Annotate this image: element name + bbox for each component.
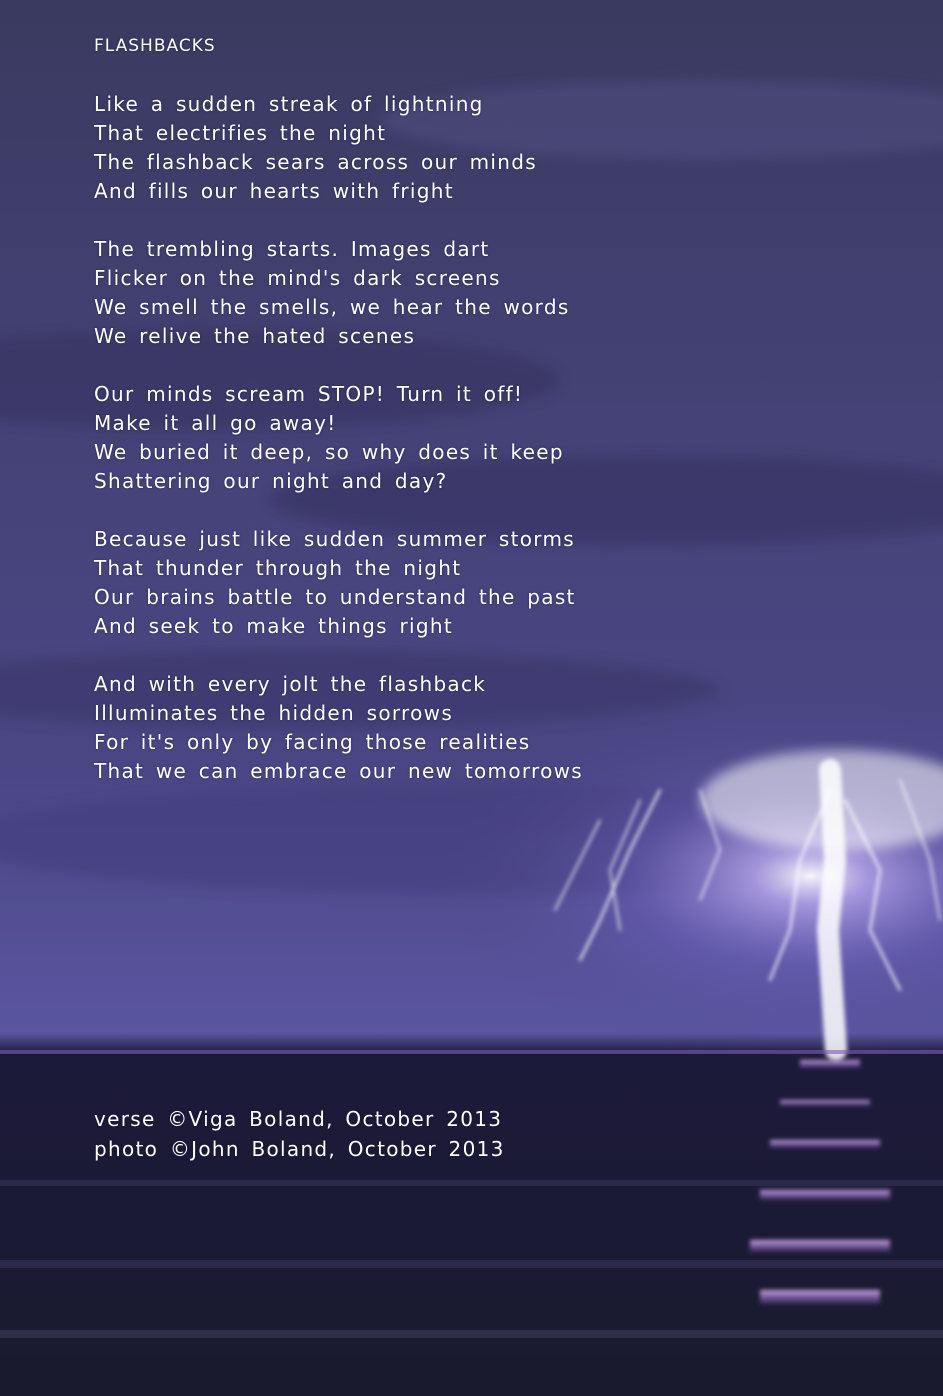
stanza-1 [94, 90, 914, 206]
poem-line: The trembling starts. Images dart [94, 237, 490, 261]
poem-line: Shattering our night and day? [94, 469, 448, 493]
poem-line: And with every jolt the flashback [94, 672, 487, 696]
poem-title: FLASHBACKS [94, 36, 216, 56]
poem-line: That we can embrace our new tomorrows [94, 759, 584, 783]
poem-line: We smell the smells, we hear the words [94, 295, 570, 319]
poem-line: Make it all go away! [94, 411, 337, 435]
stanza-5 [94, 670, 914, 786]
poem-line: That electrifies the night [94, 121, 387, 145]
stanza-4 [94, 525, 914, 641]
poem-line: That thunder through the night [94, 556, 462, 580]
poem-line: Our minds scream STOP! Turn it off! [94, 382, 524, 406]
poem-line: For it's only by facing those realities [94, 730, 531, 754]
stanza-2 [94, 235, 914, 351]
photo-credit: photo ©John Boland, October 2013 [94, 1137, 505, 1161]
poem-line: We relive the hated scenes [94, 324, 416, 348]
poem-line: We buried it deep, so why does it keep [94, 440, 564, 464]
poem-line: Illuminates the hidden sorrows [94, 701, 454, 725]
poem-line: Flicker on the mind's dark screens [94, 266, 501, 290]
stanza-3 [94, 380, 914, 496]
verse-credit: verse ©Viga Boland, October 2013 [94, 1107, 503, 1131]
credits [94, 1104, 914, 1164]
poem [94, 32, 914, 815]
poem-line: Because just like sudden summer storms [94, 527, 575, 551]
poem-line: The flashback sears across our minds [94, 150, 537, 174]
poem-line: And fills our hearts with fright [94, 179, 454, 203]
poem-line: Our brains battle to understand the past [94, 585, 576, 609]
poem-line: And seek to make things right [94, 614, 453, 638]
poem-line: Like a sudden streak of lightning [94, 92, 484, 116]
